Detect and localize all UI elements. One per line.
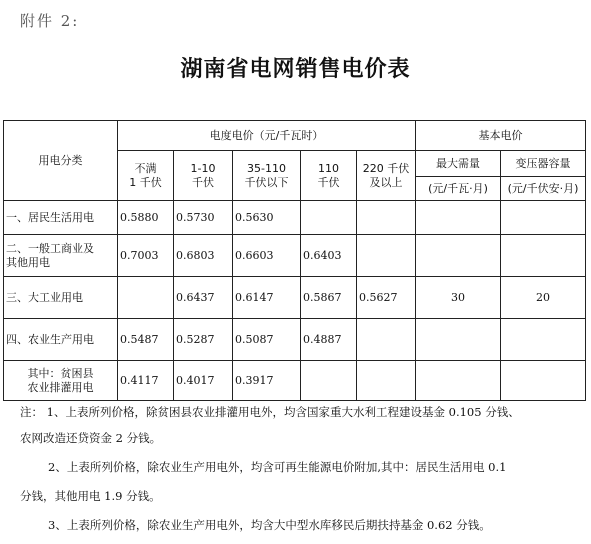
table-row xyxy=(4,277,586,319)
max-demand-value xyxy=(416,361,501,401)
basic-price-header-text: 基本电价 xyxy=(478,128,523,142)
transformer-capacity-value-text: 20 xyxy=(536,290,551,304)
voltage-header-text: 千伏 xyxy=(317,175,340,189)
table-row xyxy=(4,319,586,361)
price-value-text: 0.6403 xyxy=(303,248,342,262)
table-row xyxy=(4,201,586,235)
max-demand-value xyxy=(416,319,501,361)
voltage-header xyxy=(174,151,233,201)
category-label-text: 四、农业生产用电 xyxy=(6,332,94,346)
price-value xyxy=(301,235,357,277)
price-value-text: 0.5287 xyxy=(176,332,215,346)
transformer-capacity-header-text: 变压器容量 xyxy=(515,156,571,170)
price-value-text: 0.5730 xyxy=(176,210,215,224)
price-value-text: 0.7003 xyxy=(120,248,159,262)
max-demand-unit xyxy=(416,177,501,201)
category-label-text: 二、一般工商业及 xyxy=(6,241,94,255)
category-label-text: 三、大工业用电 xyxy=(6,290,83,304)
voltage-header-text: 千伏以下 xyxy=(244,175,289,189)
category-label-text: 一、居民生活用电 xyxy=(6,210,94,224)
max-demand-header-text: 最大需量 xyxy=(436,156,481,170)
table-row xyxy=(4,235,586,277)
category-label xyxy=(4,201,118,235)
price-value xyxy=(118,201,174,235)
voltage-header-text: 不满 xyxy=(134,161,157,175)
price-value-text: 0.6147 xyxy=(235,290,274,304)
category-header-text: 用电分类 xyxy=(38,153,83,167)
price-value xyxy=(233,277,301,319)
transformer-capacity-value xyxy=(501,277,586,319)
price-value-text: 0.4117 xyxy=(120,373,159,387)
max-demand-value xyxy=(416,277,501,319)
transformer-capacity-header xyxy=(501,151,586,177)
price-value xyxy=(174,235,233,277)
price-value xyxy=(233,201,301,235)
price-value-text: 0.5627 xyxy=(359,290,398,304)
transformer-capacity-value xyxy=(501,319,586,361)
price-table xyxy=(3,120,586,401)
category-label-text: 其他用电 xyxy=(6,255,50,269)
transformer-capacity-unit-text: (元/千伏安·月) xyxy=(507,181,579,195)
price-value xyxy=(233,235,301,277)
voltage-header-text: 及以上 xyxy=(369,175,403,189)
max-demand-unit-text: (元/千瓦·月) xyxy=(428,181,488,195)
voltage-header-text: 110 xyxy=(318,161,339,175)
price-value xyxy=(174,201,233,235)
category-label xyxy=(4,235,118,277)
voltage-header-text: 1 千伏 xyxy=(129,175,162,189)
voltage-header xyxy=(301,151,357,201)
voltage-header xyxy=(233,151,301,201)
price-value-text: 0.5487 xyxy=(120,332,159,346)
price-value xyxy=(233,361,301,401)
voltage-header-text: 35-110 xyxy=(247,161,286,175)
price-value xyxy=(301,319,357,361)
price-value xyxy=(357,235,416,277)
price-value-text: 0.6437 xyxy=(176,290,215,304)
transformer-capacity-unit xyxy=(501,177,586,201)
max-demand-value-text: 30 xyxy=(451,290,466,304)
max-demand-value xyxy=(416,201,501,235)
category-label xyxy=(4,277,118,319)
note-1: 注： 1、上表所列价格，除贫困县农业排灌用电外，均含国家重大水利工程建设基金 0.105 分钱、 xyxy=(20,405,520,419)
price-value-text: 0.5087 xyxy=(235,332,274,346)
transformer-capacity-value xyxy=(501,361,586,401)
price-value xyxy=(174,361,233,401)
price-value xyxy=(233,319,301,361)
price-value-text: 0.6603 xyxy=(235,248,274,262)
category-label-text: 农业排灌用电 xyxy=(27,380,94,394)
price-value xyxy=(174,277,233,319)
voltage-header xyxy=(357,151,416,201)
price-value xyxy=(357,319,416,361)
voltage-header xyxy=(118,151,174,201)
price-value xyxy=(301,361,357,401)
price-value xyxy=(357,201,416,235)
price-value xyxy=(357,361,416,401)
price-value xyxy=(174,319,233,361)
category-label-text: 其中：贫困县 xyxy=(27,366,94,380)
price-value xyxy=(301,277,357,319)
price-value xyxy=(118,319,174,361)
note-2-cont: 分钱，其他用电 1.9 分钱。 xyxy=(20,489,161,503)
voltage-header-text: 220 千伏 xyxy=(362,161,410,175)
price-value xyxy=(118,277,174,319)
price-value-text: 0.5867 xyxy=(303,290,342,304)
price-value-text: 0.6803 xyxy=(176,248,215,262)
price-value-text: 0.5630 xyxy=(235,210,274,224)
energy-price-header-text: 电度电价（元/千瓦时） xyxy=(209,128,324,142)
voltage-header-text: 1-10 xyxy=(190,161,216,175)
price-value xyxy=(357,277,416,319)
transformer-capacity-value xyxy=(501,201,586,235)
price-value xyxy=(301,201,357,235)
page-title: 湖南省电网销售电价表 xyxy=(180,57,411,82)
price-value-text: 0.3917 xyxy=(235,373,274,387)
price-value xyxy=(118,235,174,277)
basic-price-header xyxy=(416,121,586,151)
energy-price-header xyxy=(118,121,416,151)
price-value xyxy=(118,361,174,401)
note-2: 2、上表所列价格，除农业生产用电外，均含可再生能源电价附加,其中：居民生活用电 0.1 xyxy=(48,460,507,474)
price-value-text: 0.4017 xyxy=(176,373,215,387)
note-3: 3、上表所列价格，除农业生产用电外，均含大中型水库移民后期扶持基金 0.62 分钱。 xyxy=(48,518,491,532)
note-1-cont: 农网改造还贷资金 2 分钱。 xyxy=(20,431,162,445)
price-value-text: 0.5880 xyxy=(120,210,159,224)
price-value-text: 0.4887 xyxy=(303,332,342,346)
category-label xyxy=(4,361,118,401)
table-row xyxy=(4,361,586,401)
voltage-header-text: 千伏 xyxy=(192,175,214,189)
category-label xyxy=(4,319,118,361)
category-header xyxy=(4,121,118,201)
max-demand-value xyxy=(416,235,501,277)
attachment-label: 附件 2: xyxy=(20,12,80,30)
max-demand-header xyxy=(416,151,501,177)
transformer-capacity-value xyxy=(501,235,586,277)
